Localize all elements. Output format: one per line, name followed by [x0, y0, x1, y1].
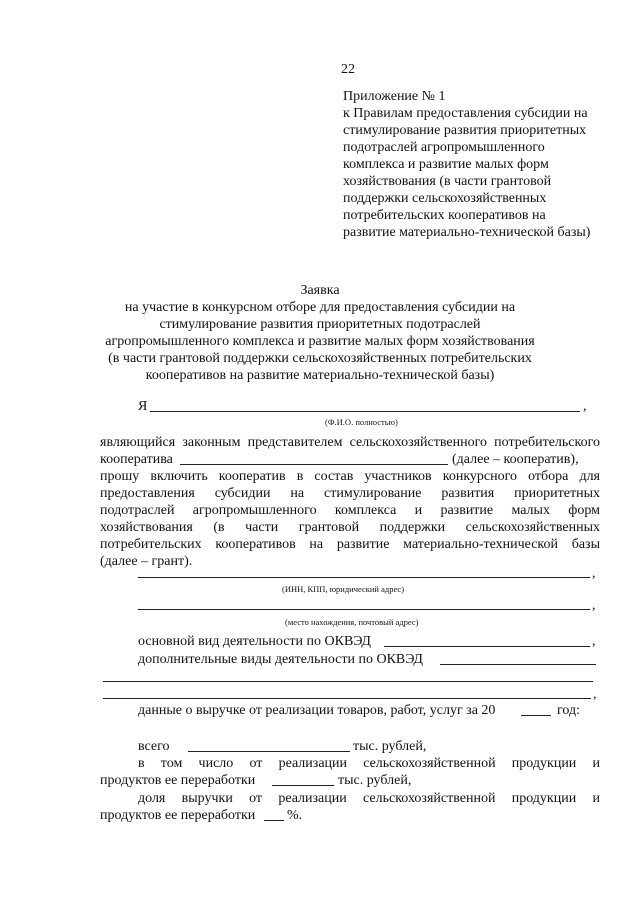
okved-extra-field-line[interactable]: [103, 681, 593, 682]
okved-extra-label: дополнительные виды деятельности по ОКВЭД: [138, 652, 423, 667]
inn-kpp-field[interactable]: [138, 577, 590, 578]
body-line: прошу включить кооператив в состав участников конкурсного отбора для: [100, 469, 600, 484]
revenue-share-label: продуктов ее переработки: [100, 808, 256, 823]
extra-comma: ,: [593, 687, 597, 702]
revenue-total-unit: тыс. рублей,: [353, 739, 427, 754]
appendix-line: комплекса и развитие малых форм: [343, 157, 549, 172]
title-line: агропромышленного комплекса и развитие малых форм хозяйствования: [105, 334, 535, 349]
title-line: кооперативов на развитие материально-технической базы): [145, 368, 495, 383]
revenue-intro: данные о выручке от реализации товаров, работ, услуг за 20: [138, 703, 496, 718]
body-line: подотраслей агропромышленного комплекса и развитие малых форм: [100, 503, 600, 518]
okved-extra-field[interactable]: [440, 664, 596, 665]
applicant-comma: ,: [583, 399, 587, 414]
body-line: являющийся законным представителем сельскохозяйственного потребительского: [100, 435, 600, 450]
appendix-line: хозяйствования (в части грантовой: [343, 174, 552, 189]
appendix-heading: Приложение № 1: [343, 89, 446, 104]
okved-main-comma: ,: [592, 634, 596, 649]
revenue-year-suffix: год:: [557, 703, 581, 718]
revenue-products-unit: тыс. рублей,: [338, 773, 412, 788]
body-line: потребительских кооперативов на развитие материально-технической базы: [100, 537, 600, 552]
revenue-products-field[interactable]: [272, 785, 334, 786]
location-comma: ,: [592, 598, 596, 613]
coop-name-field[interactable]: [180, 464, 448, 465]
coop-suffix: (далее – кооператив),: [452, 452, 579, 467]
revenue-percent: %.: [287, 808, 303, 823]
appendix-line: к Правилам предоставления субсидии на: [343, 106, 588, 121]
okved-main-label: основной вид деятельности по ОКВЭД: [138, 634, 371, 649]
revenue-year-field[interactable]: [521, 715, 551, 716]
revenue-share-field[interactable]: [264, 820, 284, 821]
title-heading: Заявка: [300, 283, 340, 298]
applicant-name-field[interactable]: [150, 411, 580, 412]
body-line: предоставления субсидии на стимулирование развития приоритетных: [100, 486, 600, 501]
inn-comma: ,: [592, 566, 596, 581]
body-line: хозяйствования (в части грантовой поддержки сельскохозяйственных: [100, 520, 600, 535]
applicant-prefix: Я: [138, 399, 148, 414]
title-line: (в части грантовой поддержки сельскохозяйственных потребительских: [108, 351, 532, 366]
title-line: на участие в конкурсном отборе для предоставления субсидии на: [124, 300, 516, 315]
application-title: [90, 282, 550, 384]
location-caption: (место нахождения, почтовый адрес): [285, 617, 419, 627]
applicant-caption: (Ф.И.О. полностью): [325, 417, 398, 427]
revenue-share-line: доля выручки от реализации сельскохозяйственной продукции и: [138, 791, 600, 806]
appendix-line: потребительских кооперативов на: [343, 208, 546, 223]
okved-extra-field-line[interactable]: [103, 698, 591, 699]
appendix-block: [343, 88, 613, 241]
title-line: стимулирование развития приоритетных подотраслей: [159, 317, 481, 332]
okved-main-field[interactable]: [384, 646, 590, 647]
location-field[interactable]: [138, 609, 590, 610]
inn-caption: (ИНН, КПП, юридический адрес): [282, 584, 405, 594]
coop-label: кооператива: [100, 452, 173, 467]
appendix-line: поддержки сельскохозяйственных: [343, 191, 547, 206]
revenue-total-field[interactable]: [188, 751, 350, 752]
revenue-products-label: продуктов ее переработки: [100, 773, 256, 788]
appendix-line: стимулирование развития приоритетных: [343, 123, 587, 138]
revenue-total-label: всего: [138, 739, 170, 754]
revenue-including-line: в том число от реализации сельскохозяйственной продукции и: [138, 756, 600, 771]
appendix-line: развитие материально-технической базы): [343, 225, 591, 240]
body-last-line: (далее – грант).: [100, 554, 193, 569]
page-number: 22: [341, 62, 355, 77]
appendix-line: подотраслей агропромышленного: [343, 140, 545, 155]
